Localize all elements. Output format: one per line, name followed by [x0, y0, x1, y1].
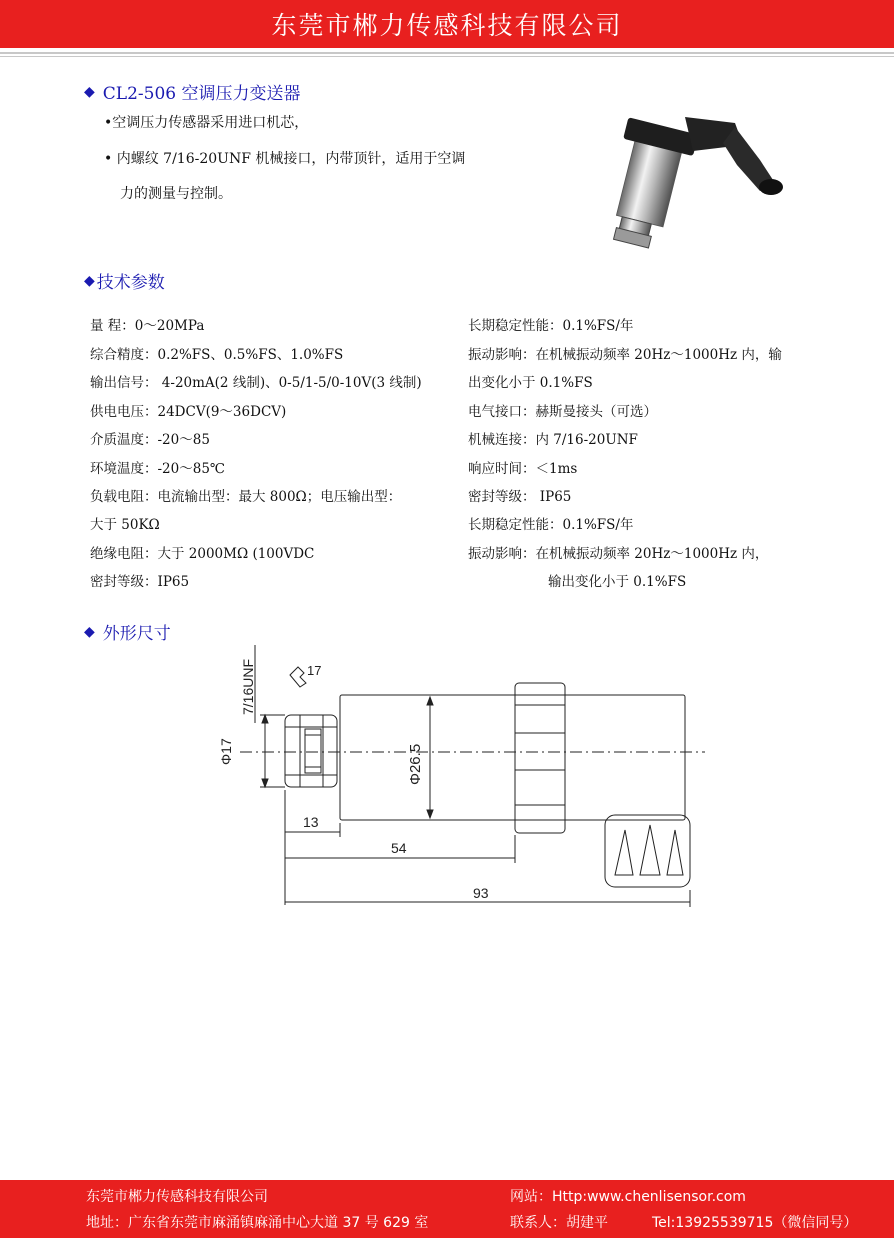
dimension-drawing: [205, 645, 735, 920]
dim-93-label: 93: [473, 885, 489, 901]
bullet-2: • 内螺纹 7/16-20UNF 机械接口，内带顶针，适用于空调: [104, 151, 466, 167]
spec-left-8: 大于 50KΩ: [90, 517, 160, 533]
product-title: CL2-506 空调压力变送器: [102, 84, 301, 104]
phi17-label: Φ17: [218, 738, 234, 765]
spec-right-2: 振动影响：在机械振动频率 20Hz～1000Hz 内，输: [468, 347, 782, 363]
diamond-icon: ◆: [84, 272, 95, 289]
wrench-icon: [290, 667, 306, 687]
header-bar: [0, 0, 894, 48]
spec-right-10: 输出变化小于 0.1%FS: [548, 574, 687, 590]
spec-right-8: 长期稳定性能：0.1%FS/年: [468, 517, 634, 533]
footer-bar: [0, 1180, 894, 1238]
spec-left-10: 密封等级：IP65: [90, 574, 190, 590]
spec-right-9: 振动影响：在机械振动频率 20Hz～1000Hz 内，: [468, 546, 769, 562]
dimensions-title: 外形尺寸: [102, 624, 171, 644]
footer-tel: Tel:13925539715（微信同号）: [652, 1215, 858, 1231]
spec-left-4: 供电电压：24DCV(9～36DCV): [90, 404, 287, 420]
diamond-icon: ◆: [84, 83, 95, 100]
wrench-size: 17: [307, 663, 322, 678]
dim-54-label: 54: [391, 840, 407, 856]
divider: [0, 52, 894, 54]
product-photo: [575, 105, 800, 255]
thread-label: 7/16UNF: [240, 658, 256, 715]
product-heading: [84, 79, 301, 104]
specs-title: 技术参数: [96, 273, 165, 293]
footer-company: 东莞市郴力传感科技有限公司: [86, 1189, 268, 1205]
spec-left-7: 负载电阻：电流输出型：最大 800Ω；电压输出型：: [90, 489, 402, 505]
spec-right-3: 出变化小于 0.1%FS: [468, 375, 593, 391]
bullet-1: •空调压力传感器采用进口机芯，: [104, 115, 309, 131]
dimensions-heading: [84, 619, 171, 644]
spec-left-3: 输出信号： 4-20mA(2 线制)、0-5/1-5/0-10V(3 线制): [90, 375, 422, 391]
spec-left-9: 绝缘电阻：大于 2000MΩ (100VDC: [90, 546, 315, 562]
dim-13-label: 13: [303, 814, 319, 830]
specs-heading: [84, 268, 165, 293]
spec-right-6: 响应时间：＜1ms: [468, 461, 578, 477]
spec-right-1: 长期稳定性能：0.1%FS/年: [468, 318, 634, 334]
divider: [0, 56, 894, 57]
phi26-label: Φ26.5: [407, 743, 424, 785]
diamond-icon: ◆: [84, 623, 95, 640]
footer-website[interactable]: 网站：Http:www.chenlisensor.com: [510, 1189, 746, 1205]
spec-left-1: 量 程：0～20MPa: [90, 318, 205, 334]
bullet-3: 力的测量与控制。: [120, 186, 232, 202]
spec-left-6: 环境温度：-20～85℃: [90, 461, 226, 477]
spec-left-2: 综合精度：0.2%FS、0.5%FS、1.0%FS: [90, 347, 344, 363]
footer-contact: 联系人：胡建平: [510, 1215, 608, 1231]
footer-address: 地址：广东省东莞市麻涌镇麻涌中心大道 37 号 629 室: [86, 1215, 429, 1231]
spec-left-5: 介质温度：-20～85: [90, 432, 210, 448]
header-company: 东莞市郴力传感科技有限公司: [271, 11, 623, 40]
spec-right-4: 电气接口：赫斯曼接头（可选）: [468, 404, 657, 420]
spec-right-5: 机械连接：内 7/16-20UNF: [468, 432, 638, 448]
spec-right-7: 密封等级： IP65: [468, 489, 572, 505]
